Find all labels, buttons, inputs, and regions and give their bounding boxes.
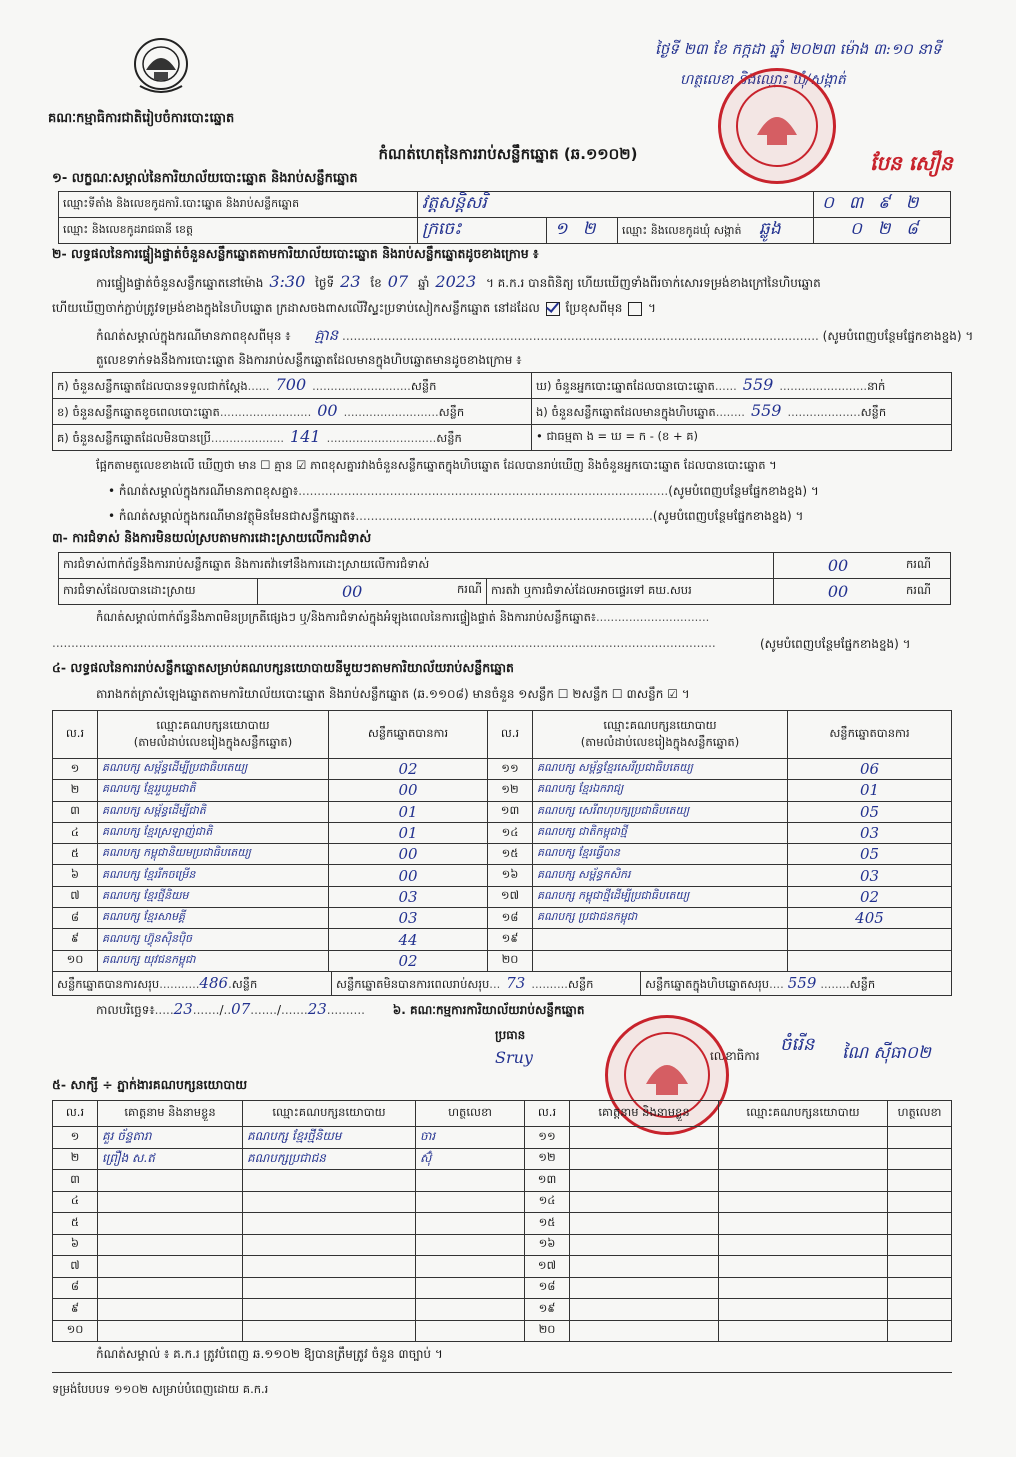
witness-party-right bbox=[719, 1277, 888, 1299]
secretary-label: លេខាធិការ bbox=[710, 1049, 760, 1063]
party-votes-right: 405 bbox=[788, 908, 952, 929]
witness-row bbox=[53, 1148, 952, 1170]
bullet-diff: • កំណត់សម្គាល់ក្នុងករណីមានភាពខុសគ្នា៖.................................................................................................(សូមបំពេញបន្ថែមផ្នែកខាងខ្នង) ។ bbox=[108, 484, 819, 498]
party-votes-left: 00 bbox=[329, 780, 488, 801]
witness-no-right: ១៨ bbox=[525, 1277, 570, 1299]
section1-heading: ១- លក្ខណៈសម្គាល់នៃការិយាល័យបោះឆ្នោត និងរាប់សន្លឹកឆ្នោត bbox=[52, 171, 358, 186]
witness-name-left bbox=[98, 1277, 243, 1299]
w-col-sign-right: ហត្ថលេខា bbox=[888, 1101, 952, 1127]
witness-row bbox=[53, 1277, 952, 1299]
party-name-right: គណបក្ស សម្ព័ន្ធកសិករ bbox=[533, 865, 788, 886]
results-row bbox=[53, 844, 952, 865]
nec-logo bbox=[132, 36, 190, 96]
check-month: 07 bbox=[387, 272, 409, 291]
province-label: ឈ្មោះ និងលេខកូដរាជធានី ខេត្ត bbox=[59, 218, 418, 244]
party-no-right: ១៦ bbox=[488, 865, 533, 886]
witness-sign-right bbox=[888, 1320, 952, 1342]
party-votes-right: 01 bbox=[788, 780, 952, 801]
witness-sign-right bbox=[888, 1299, 952, 1321]
party-no-right: ១១ bbox=[488, 759, 533, 780]
station-value: វត្តសន្តិសរិ bbox=[418, 192, 814, 218]
party-name-left: គណបក្ស ហ៊្វុនស៊ិនប៉ិច bbox=[98, 929, 329, 950]
witness-name-right bbox=[570, 1277, 719, 1299]
witness-name-left: គួរ ច័ន្ទតារា bbox=[98, 1127, 243, 1149]
check-year: 2023 bbox=[435, 272, 477, 291]
witness-no-left: ៩ bbox=[53, 1299, 98, 1321]
party-no-right: ១២ bbox=[488, 780, 533, 801]
commune-code: ០ ២ ៨ bbox=[814, 218, 951, 244]
party-votes-right: 03 bbox=[788, 865, 952, 886]
party-no-right: ១៩ bbox=[488, 929, 533, 950]
committee-name: គណៈកម្មាធិការជាតិរៀបចំការបោះឆ្នោត bbox=[48, 111, 235, 126]
witness-no-right: ១៤ bbox=[525, 1191, 570, 1213]
witness-sign-left: ចារ bbox=[416, 1127, 525, 1149]
witness-party-right bbox=[719, 1127, 888, 1149]
col-party-left: ឈ្មោះគណបក្សនយោបាយ (តាមលំដាប់លេខរៀងក្នុងសន្លឹកឆ្នោត) bbox=[98, 711, 329, 759]
witness-sign-left bbox=[416, 1320, 525, 1342]
party-votes-left: 01 bbox=[329, 822, 488, 843]
witness-no-right: ១៥ bbox=[525, 1213, 570, 1235]
party-name-left: គណបក្ស ខ្មែរសាមគ្គី bbox=[98, 908, 329, 929]
party-votes-left: 01 bbox=[329, 801, 488, 822]
party-votes-left: 00 bbox=[329, 865, 488, 886]
check-time: 3:30 bbox=[269, 272, 306, 291]
witness-name-left bbox=[98, 1320, 243, 1342]
party-no-right: ១៨ bbox=[488, 908, 533, 929]
witness-sign-right bbox=[888, 1127, 952, 1149]
witness-no-left: ៧ bbox=[53, 1256, 98, 1278]
witness-no-left: ៤ bbox=[53, 1191, 98, 1213]
witness-party-right bbox=[719, 1213, 888, 1235]
witness-sign-right bbox=[888, 1256, 952, 1278]
witness-no-right: ១៧ bbox=[525, 1256, 570, 1278]
party-no-right: ១៤ bbox=[488, 822, 533, 843]
witness-no-left: ៥ bbox=[53, 1213, 98, 1235]
total-invalid: សន្លឹកឆ្នោតមិនបានការពេលរាប់សរុប... 73 ..........សន្លឹក bbox=[332, 972, 641, 996]
witness-name-right bbox=[570, 1170, 719, 1192]
witness-party-left bbox=[243, 1213, 416, 1235]
party-name-left: គណបក្ស ខ្មែររីកចម្រើន bbox=[98, 865, 329, 886]
results-row bbox=[53, 886, 952, 907]
col-party-right: ឈ្មោះគណបក្សនយោបាយ (តាមលំដាប់លេខរៀងក្នុងសន្លឹកឆ្នោត) bbox=[533, 711, 788, 759]
check-day: 23 bbox=[340, 272, 361, 291]
footer-rule bbox=[52, 1372, 952, 1373]
province-value: ក្រចេះ bbox=[418, 218, 547, 244]
witness-sign-right bbox=[888, 1170, 952, 1192]
station-label: ឈ្មោះទីតាំង និងលេខកូដការិ.បោះឆ្នោត និងរាប់សន្លឹកឆ្នោត bbox=[59, 192, 418, 218]
party-no-right: ២០ bbox=[488, 950, 533, 971]
secretary-signature: ចំរើន bbox=[780, 1034, 815, 1055]
party-name-left: គណបក្ស ខ្មែរស្រឡាញ់ជាតិ bbox=[98, 822, 329, 843]
witness-no-left: ២ bbox=[53, 1148, 98, 1170]
bullet-foreign: • កំណត់សម្គាល់ក្នុងករណីមានវត្ថុមិនមែនជាសន្លឹកឆ្នោត៖..............................................................................(សូមបំពេញបន្ថែមផ្នែកខាងខ្នង) ។ bbox=[108, 509, 804, 523]
witness-name-right bbox=[570, 1320, 719, 1342]
transferred-value: 00 bbox=[774, 579, 903, 605]
resolved-label: ការជំទាស់ដែលបានដោះស្រាយ bbox=[59, 579, 258, 605]
party-no-left: ៥ bbox=[53, 844, 98, 865]
party-name-left: គណបក្ស សម្ព័ន្ធដើម្បីប្រជាធិបតេយ្យ bbox=[98, 759, 329, 780]
witness-sign-right bbox=[888, 1234, 952, 1256]
party-name-right: គណបក្ស ជាតិកម្ពុជាថ្មី bbox=[533, 822, 788, 843]
witness-sign-left bbox=[416, 1234, 525, 1256]
total-valid: សន្លឹកឆ្នោតបានការសរុប...........486.សន្លឹក bbox=[53, 972, 332, 996]
witness-name-left bbox=[98, 1191, 243, 1213]
section4-summary: តារាងកត់ត្រាសំឡេងឆ្នោតតាមការិយាល័យបោះឆ្នោត និងរាប់សន្លឹកឆ្នោត (ឆ.១១០៨) មានចំនួន ១សន្លឹក ☐ ២សន្លឹក ☐ ៣សន្លឹក ☑ ។ bbox=[96, 687, 690, 701]
witness-name-left bbox=[98, 1213, 243, 1235]
results-row bbox=[53, 908, 952, 929]
objection-value: 00 bbox=[774, 553, 903, 579]
party-no-left: ៨ bbox=[53, 908, 98, 929]
witness-name-left: ព្រឿង ស.ឥ bbox=[98, 1148, 243, 1170]
objection-table bbox=[58, 552, 951, 605]
party-name-left: គណបក្ស យុវជនកម្ពុជា bbox=[98, 950, 329, 971]
witness-name-right bbox=[570, 1256, 719, 1278]
w-col-party-right: ឈ្មោះគណបក្សនយោបាយ bbox=[719, 1101, 888, 1127]
transferred-label: ការតវ៉ា ឬការជំទាស់ដែលអាចផ្ទេរទៅ គឃ.សបរ bbox=[487, 579, 774, 605]
witness-sign-left bbox=[416, 1191, 525, 1213]
chair-label: ប្រធាន bbox=[495, 1028, 526, 1042]
witness-no-left: ១ bbox=[53, 1127, 98, 1149]
party-no-right: ១៧ bbox=[488, 886, 533, 907]
witness-party-right bbox=[719, 1234, 888, 1256]
witness-row bbox=[53, 1127, 952, 1149]
col-no-right: ល.រ bbox=[488, 711, 533, 759]
witness-sign-left bbox=[416, 1213, 525, 1235]
party-no-left: ២ bbox=[53, 780, 98, 801]
form-title: កំណត់ហេតុនៃការរាប់សន្លឹកឆ្នោត (ឆ.១១០២) bbox=[378, 145, 638, 163]
party-no-right: ១៣ bbox=[488, 801, 533, 822]
witness-party-left bbox=[243, 1170, 416, 1192]
w-col-party-left: ឈ្មោះគណបក្សនយោបាយ bbox=[243, 1101, 416, 1127]
witness-no-left: ៣ bbox=[53, 1170, 98, 1192]
count-row-e: ង) ចំនួនសន្លឹកឆ្នោតដែលមានក្នុងហិបឆ្នោត........ 559 ....................សន្លឹក bbox=[532, 399, 952, 425]
party-name-left: គណបក្ស កម្ពុជានិយមប្រជាធិបតេយ្យ bbox=[98, 844, 329, 865]
witness-sign-right bbox=[888, 1191, 952, 1213]
count-formula: • ជាធម្មតា ង = ឃ = ក - (ខ + គ) bbox=[532, 425, 952, 451]
party-name-right: គណបក្ស ខ្មែរឯករាជ្យ bbox=[533, 780, 788, 801]
witness-name-right bbox=[570, 1299, 719, 1321]
note-value: គ្មាន bbox=[314, 326, 339, 344]
party-name-right: គណបក្ស សេរីពហុបក្សប្រជាធិបតេយ្យ bbox=[533, 801, 788, 822]
witness-row bbox=[53, 1299, 952, 1321]
col-no-left: ល.រ bbox=[53, 711, 98, 759]
witness-row bbox=[53, 1256, 952, 1278]
party-no-left: ៧ bbox=[53, 886, 98, 907]
commune-label: ឈ្មោះ និងលេខកូដឃុំ សង្កាត់ bbox=[622, 224, 742, 237]
committee-signature-label: ៦. គណៈកម្មការការិយាល័យរាប់សន្លឹកឆ្នោត bbox=[392, 1003, 585, 1017]
witness-party-left bbox=[243, 1277, 416, 1299]
party-no-left: ៦ bbox=[53, 865, 98, 886]
count-table bbox=[52, 372, 952, 451]
party-votes-right bbox=[788, 929, 952, 950]
footnote: កំណត់សម្គាល់ ៖ គ.ក.រ ត្រូវបំពេញ ឆ.១១០២ ឱ្យបានត្រឹមត្រូវ ចំនួន ៣ច្បាប់ ។ bbox=[96, 1347, 443, 1361]
witness-sign-right bbox=[888, 1213, 952, 1235]
witness-no-right: ១៩ bbox=[525, 1299, 570, 1321]
witness-no-left: ១០ bbox=[53, 1320, 98, 1342]
results-row bbox=[53, 950, 952, 971]
secretary-name: ណៃ ស៊ីធា០២ bbox=[842, 1043, 931, 1063]
section3-dotline: .............................................................................................................................................................................. bbox=[52, 636, 716, 650]
party-no-right: ១៥ bbox=[488, 844, 533, 865]
party-votes-left: 44 bbox=[329, 929, 488, 950]
form-code: ទម្រង់បែបបទ ១១០២ សម្រាប់បំពេញដោយ គ.ក.រ bbox=[52, 1382, 269, 1396]
commune-cell bbox=[618, 218, 814, 244]
section2-heading: ២- លទ្ធផលនៃការផ្ទៀងផ្ទាត់ចំនួនសន្លឹកឆ្នោតតាមការិយាល័យបោះឆ្នោត និងរាប់សន្លឹកឆ្នោតដូចខាងក្រោម ៖ bbox=[52, 246, 539, 261]
province-code: ១ ២ bbox=[547, 218, 618, 244]
section2-time-line: ការផ្ទៀងផ្ទាត់ចំនួនសន្លឹកឆ្នោតនៅម៉ោង 3:30 ថ្ងៃទី 23 ខែ 07 ឆ្នាំ 2023 ។ គ.ក.រ បានពិនិត្យ ហើយឃើញទាំងពីរចាក់សោរទម្រង់ខាងក្រៅនៃហិបឆ្នោត bbox=[96, 272, 821, 291]
same-checkbox[interactable] bbox=[546, 302, 560, 316]
witness-name-left bbox=[98, 1234, 243, 1256]
witness-table bbox=[52, 1100, 952, 1342]
witness-party-left: គណបក្ស ខ្មែរថ្មីនិយម bbox=[243, 1127, 416, 1149]
w-col-sign-left: ហត្ថលេខា bbox=[416, 1101, 525, 1127]
chair-signature: Sruy bbox=[495, 1048, 533, 1067]
section2-note-line: កំណត់សម្គាល់ក្នុងករណីមានភាពខុសពីមុន ៖ គ្មាន ............................................................................................................................. (សូមបំពេញបន្ថែមផ្នែកខាងខ្នង) ។ bbox=[96, 326, 974, 344]
witness-no-left: ៦ bbox=[53, 1234, 98, 1256]
witness-no-right: ១២ bbox=[525, 1148, 570, 1170]
party-no-left: ១០ bbox=[53, 950, 98, 971]
witness-sign-left bbox=[416, 1170, 525, 1192]
party-no-left: ៣ bbox=[53, 801, 98, 822]
party-votes-right bbox=[788, 950, 952, 971]
witness-sign-left bbox=[416, 1256, 525, 1278]
witness-party-left: គណបក្សប្រជាជន bbox=[243, 1148, 416, 1170]
witness-no-left: ៨ bbox=[53, 1277, 98, 1299]
count-row-b: ខ) ចំនួនសន្លឹកឆ្នោតខូចពេលបោះឆ្នោត......................... 00 ..........................សន្លឹក bbox=[53, 399, 532, 425]
party-no-left: ១ bbox=[53, 759, 98, 780]
witness-name-right bbox=[570, 1191, 719, 1213]
party-votes-left: 03 bbox=[329, 908, 488, 929]
party-name-left: គណបក្ស ខ្មែររួបរួមជាតិ bbox=[98, 780, 329, 801]
party-votes-left: 02 bbox=[329, 759, 488, 780]
section5-heading: ៥- សាក្សី ÷ ភ្នាក់ងារគណបក្សនយោបាយ bbox=[52, 1077, 248, 1092]
col-votes-right: សន្លឹកឆ្នោតបានការ bbox=[788, 711, 952, 759]
witness-row bbox=[53, 1170, 952, 1192]
totals-table bbox=[52, 971, 952, 996]
witness-party-left bbox=[243, 1320, 416, 1342]
witness-party-left bbox=[243, 1191, 416, 1213]
witness-name-left bbox=[98, 1299, 243, 1321]
results-row bbox=[53, 929, 952, 950]
section2-seal-line: ហើយឃើញចាក់ភ្ជាប់ត្រូវទម្រង់ខាងក្នុងនៃហិបឆ្នោត ក្រដាសចងពាសលើវិស្ទ្ទះប្រទាប់សៀកសន្លឹកឆ្នោត នៅដដែល ប្រែខុសពីមុន ។ bbox=[52, 301, 656, 315]
party-name-right bbox=[533, 929, 788, 950]
party-name-left: គណបក្ស ខ្មែរថ្មីនិយម bbox=[98, 886, 329, 907]
results-row bbox=[53, 822, 952, 843]
section4-heading: ៤- លទ្ធផលនៃការរាប់សន្លឹកឆ្នោតសម្រាប់គណបក្សនយោបាយនីមួយៗតាមការិយាល័យរាប់សន្លឹកឆ្នោត bbox=[52, 660, 514, 675]
witness-sign-left bbox=[416, 1277, 525, 1299]
w-col-name-left: គោត្តនាម និងនាមខ្លួន bbox=[98, 1101, 243, 1127]
results-row bbox=[53, 801, 952, 822]
witness-row bbox=[53, 1191, 952, 1213]
witness-no-right: ១១ bbox=[525, 1127, 570, 1149]
witness-row bbox=[53, 1320, 952, 1342]
w-col-no-left: ល.រ bbox=[53, 1101, 98, 1127]
station-code: ០ ៣ ៩ ២ bbox=[814, 192, 951, 218]
col-votes-left: សន្លឹកឆ្នោតបានការ bbox=[329, 711, 488, 759]
party-votes-left: 02 bbox=[329, 950, 488, 971]
resolved-value-cell: 00 ករណី bbox=[258, 579, 487, 605]
witness-name-right bbox=[570, 1148, 719, 1170]
party-votes-right: 06 bbox=[788, 759, 952, 780]
witness-party-left bbox=[243, 1299, 416, 1321]
party-name-right: គណបក្ស កម្ពុជាថ្មីដើម្បីប្រជាធិបតេយ្យ bbox=[533, 886, 788, 907]
party-votes-right: 03 bbox=[788, 822, 952, 843]
witness-sign-right bbox=[888, 1277, 952, 1299]
witness-party-right bbox=[719, 1170, 888, 1192]
witness-name-right bbox=[570, 1127, 719, 1149]
party-votes-right: 02 bbox=[788, 886, 952, 907]
witness-sign-left bbox=[416, 1299, 525, 1321]
section3-note: កំណត់សម្គាល់ពាក់ព័ន្ធនឹងភាពមិនប្រក្រតីផ្សេងៗ ឬ/និងការជំទាស់ក្នុងអំឡុងពេលនៃការផ្ទៀងផ្ទាត់ និងការរាប់សន្លឹកឆ្នោត៖............................... bbox=[96, 610, 710, 624]
witness-row bbox=[53, 1213, 952, 1235]
witness-party-left bbox=[243, 1256, 416, 1278]
party-name-right: គណបក្ស ប្រជាជនកម្ពុជា bbox=[533, 908, 788, 929]
witness-no-right: ១៦ bbox=[525, 1234, 570, 1256]
count-row-d: ឃ) ចំនួនអ្នកបោះឆ្នោតដែលបានបោះឆ្នោត...... 559 ........................នាក់ bbox=[532, 373, 952, 399]
total-box: សន្លឹកឆ្នោតក្នុងហិបឆ្នោតសរុប.... 559 ........សន្លឹក bbox=[641, 972, 952, 996]
party-votes-left: 03 bbox=[329, 886, 488, 907]
compare-line: ផ្អែកតាមតួលេខខាងលើ ឃើញថា មាន ☐ គ្មាន ☑ ភាពខុសគ្នារវាងចំនួនសន្លឹកឆ្នោតក្នុងហិបឆ្នោត ដែលបានរាប់ឃើញ និងចំនួនអ្នកបោះឆ្នោត ដែលបានបោះឆ្នោត ។ bbox=[96, 458, 777, 472]
witness-name-right bbox=[570, 1234, 719, 1256]
party-name-left: គណបក្ស សម្ព័ន្ធដើម្បីជាតិ bbox=[98, 801, 329, 822]
witness-party-left bbox=[243, 1234, 416, 1256]
handwritten-note-2: ហត្ថលេខា និងឈ្មោះ ឃុំ/សង្កាត់ bbox=[680, 72, 846, 88]
handwritten-note-1: ថ្ងៃទី ២៣ ខែ កក្កដា ឆ្នាំ ២០២៣ ម៉ោង ៣:១០ នាទី bbox=[655, 40, 942, 58]
w-col-name-right: គោត្តនាម និងនាមខ្លួន bbox=[570, 1101, 719, 1127]
party-votes-right: 05 bbox=[788, 844, 952, 865]
witness-sign-right bbox=[888, 1148, 952, 1170]
witness-sign-left: ស៊ុំ bbox=[416, 1148, 525, 1170]
witness-name-left bbox=[98, 1256, 243, 1278]
witness-no-right: ២០ bbox=[525, 1320, 570, 1342]
party-votes-left: 00 bbox=[329, 844, 488, 865]
objection-case: ករណី bbox=[902, 553, 951, 579]
results-row bbox=[53, 759, 952, 780]
handwritten-signer: បែន សឿន bbox=[870, 151, 953, 175]
section3-fill-back: (សូមបំពេញបន្ថែមផ្នែកខាងខ្នង) ។ bbox=[760, 637, 911, 651]
witness-no-right: ១៣ bbox=[525, 1170, 570, 1192]
party-name-right: គណបក្ស ខ្មែរធ្វើបាន bbox=[533, 844, 788, 865]
transferred-case: ករណី bbox=[902, 579, 951, 605]
witness-row bbox=[53, 1234, 952, 1256]
witness-party-right bbox=[719, 1320, 888, 1342]
section2-intro: តួលេខទាក់ទងនឹងការបោះឆ្នោត និងការរាប់សន្លឹកឆ្នោតដែលមានក្នុងហិបឆ្នោតមានដូចខាងក្រោម ៖ bbox=[96, 353, 522, 367]
party-votes-right: 05 bbox=[788, 801, 952, 822]
commune-value: ឆ្លូង bbox=[759, 219, 781, 239]
results-row bbox=[53, 865, 952, 886]
party-no-left: ៤ bbox=[53, 822, 98, 843]
count-row-c: គ) ចំនួនសន្លឹកឆ្នោតដែលមិនបានប្រើ.................... 141 ..............................សន្លឹក bbox=[53, 425, 532, 451]
witness-party-right bbox=[719, 1148, 888, 1170]
witness-party-right bbox=[719, 1299, 888, 1321]
witness-party-right bbox=[719, 1256, 888, 1278]
witness-party-right bbox=[719, 1191, 888, 1213]
party-no-left: ៩ bbox=[53, 929, 98, 950]
w-col-no-right: ល.រ bbox=[525, 1101, 570, 1127]
different-checkbox[interactable] bbox=[628, 302, 642, 316]
party-name-right: គណបក្ស សម្ព័ន្ធខ្មែរសេរីប្រជាធិបតេយ្យ bbox=[533, 759, 788, 780]
results-row bbox=[53, 780, 952, 801]
section3-heading: ៣- ការជំទាស់ និងការមិនយល់ស្របតាមការដោះស្រាយលើការជំទាស់ bbox=[52, 530, 372, 545]
count-row-a: ក) ចំនួនសន្លឹកឆ្នោតដែលបានទទួលជាក់ស្តែង...... 700 ...........................សន្លឹក bbox=[53, 373, 532, 399]
witness-name-left bbox=[98, 1170, 243, 1192]
results-table bbox=[52, 710, 952, 972]
witness-name-right bbox=[570, 1213, 719, 1235]
objection-label: ការជំទាស់ពាក់ព័ន្ធនឹងការរាប់សន្លឹកឆ្នោត និងការតវ៉ាទៅនឹងការដោះស្រាយលើការជំទាស់ bbox=[59, 553, 774, 579]
section1-table bbox=[58, 191, 951, 244]
party-name-right bbox=[533, 950, 788, 971]
signing-date: កាលបរិច្ឆេទ៖.....23......./..07......./.......23.......... ៦. គណៈកម្មការការិយាល័យរាប់សន្លឹកឆ្នោត bbox=[96, 1000, 585, 1018]
